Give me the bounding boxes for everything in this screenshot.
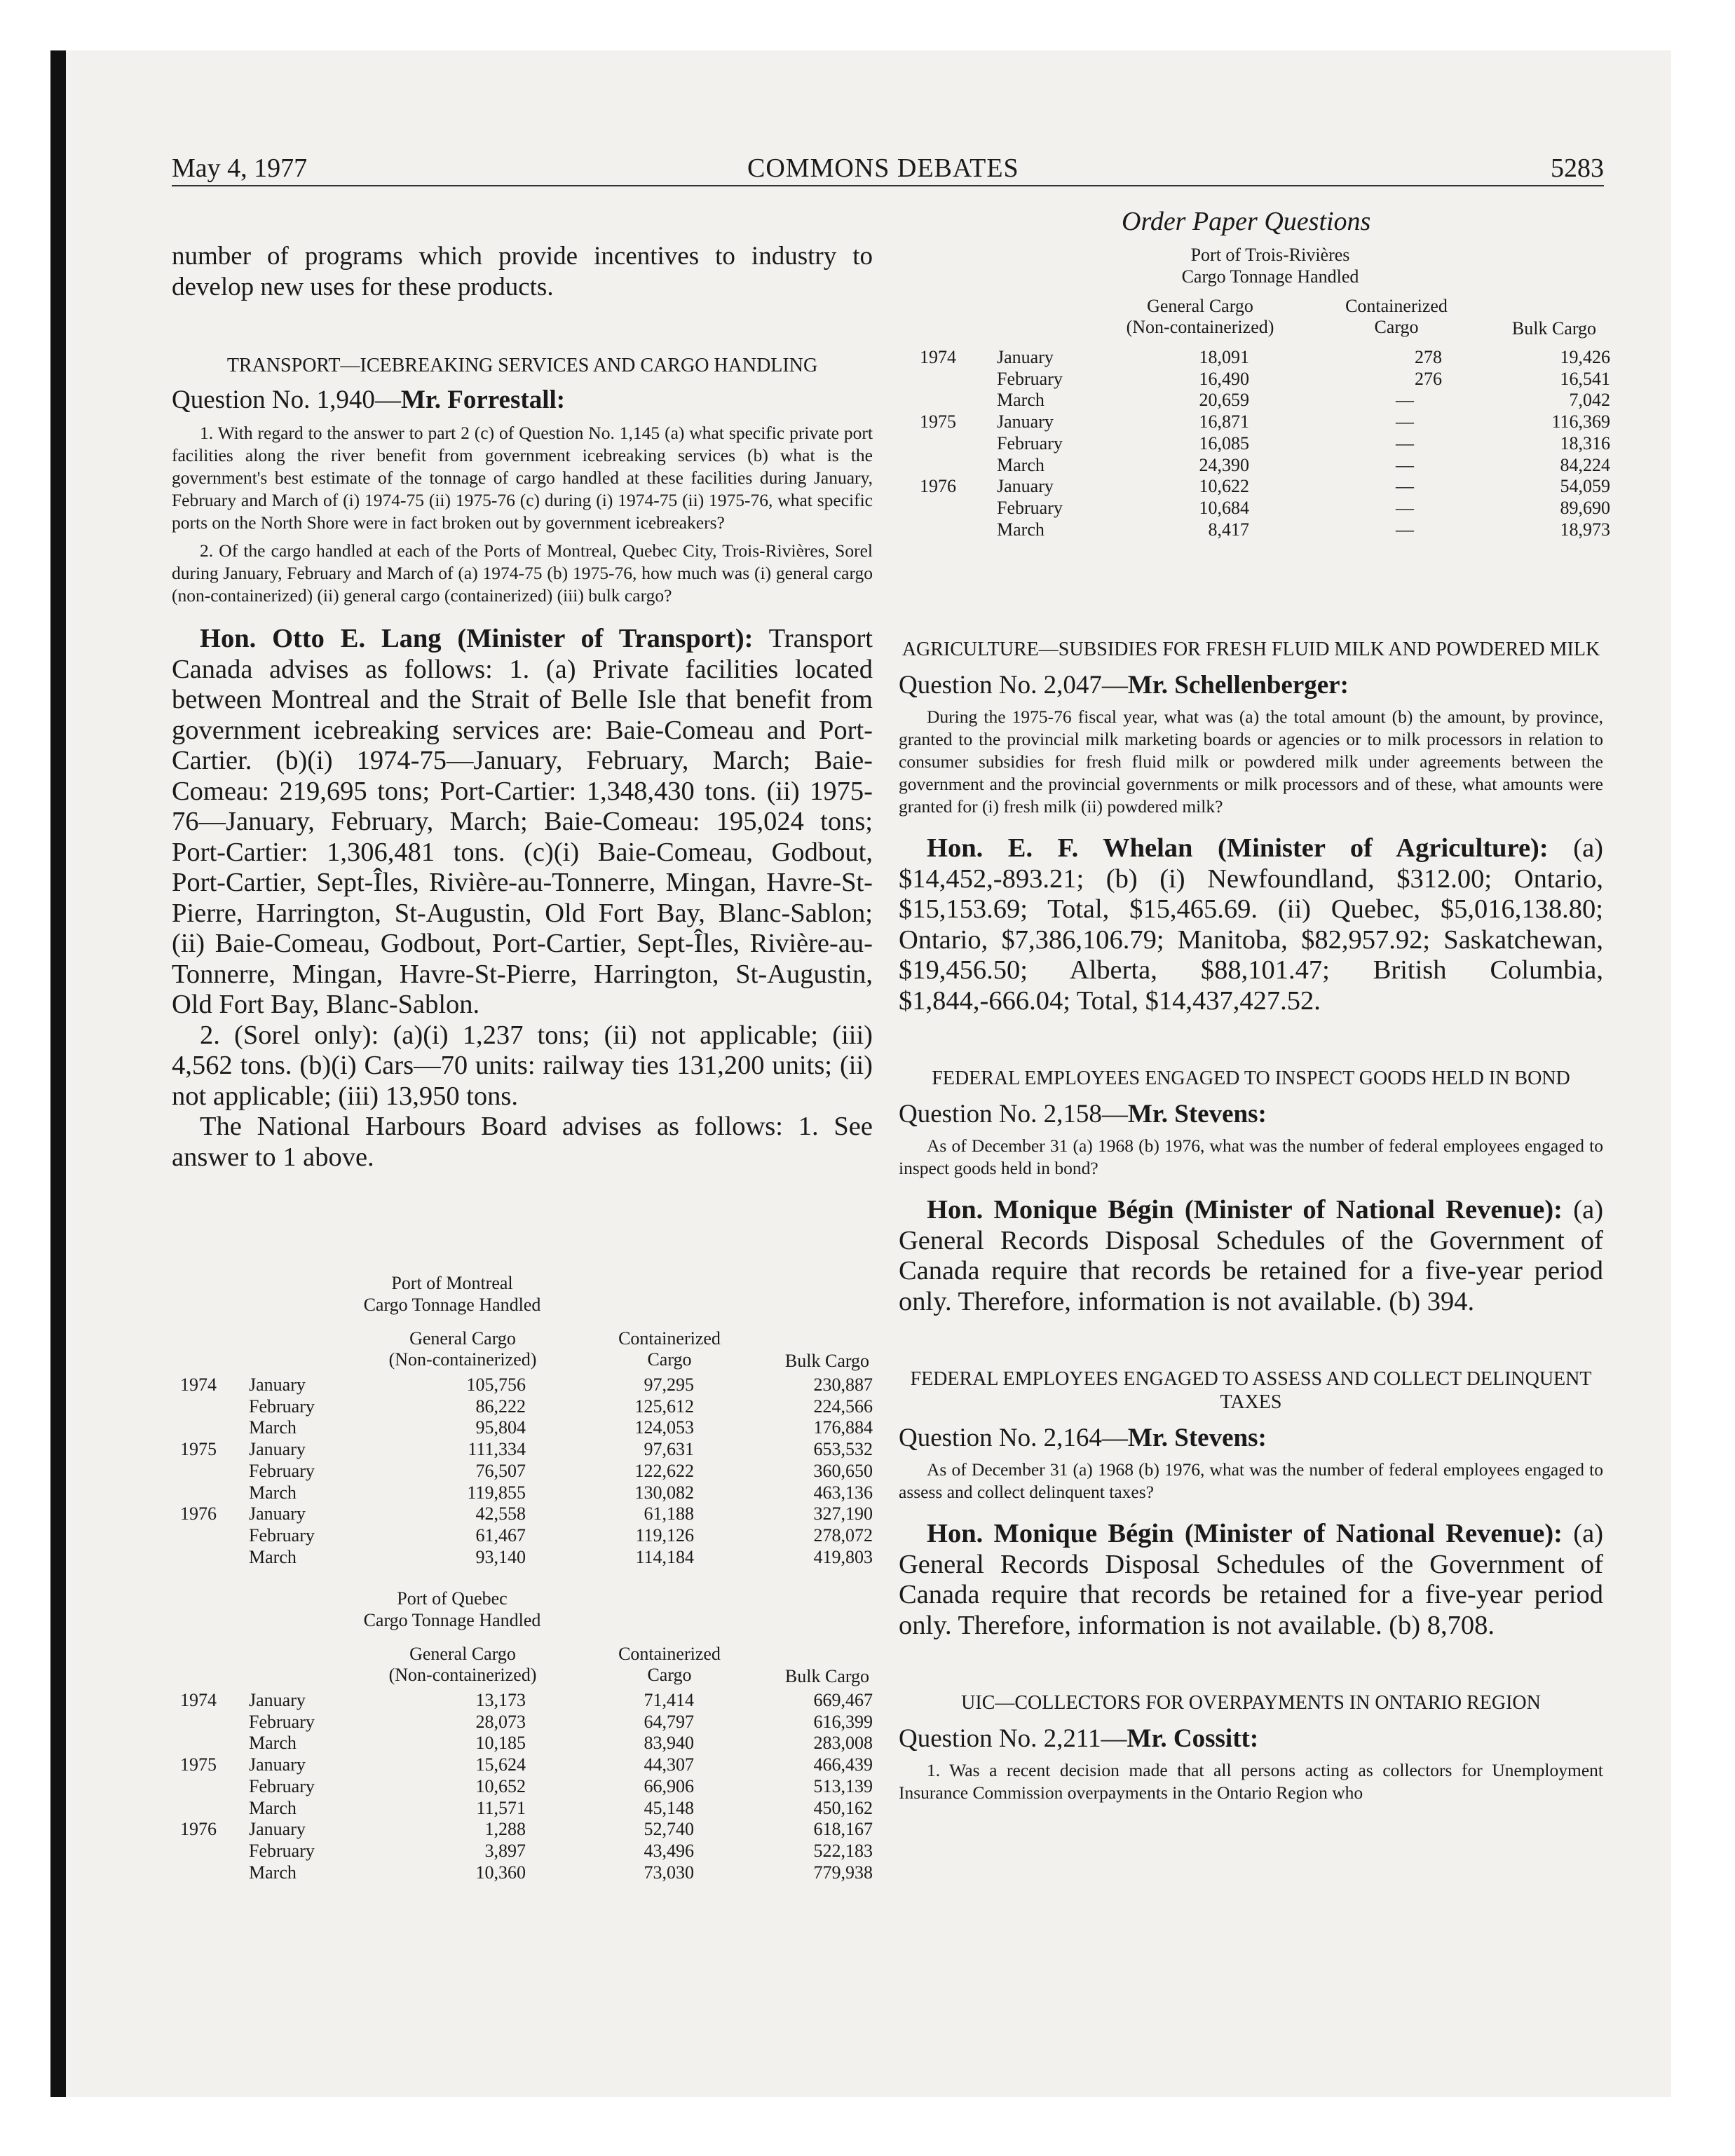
- table-cell-containerized: 44,307: [644, 1754, 694, 1775]
- table-cell-general: 8,417: [1208, 519, 1249, 540]
- col-head-containerized: Containerized: [618, 1328, 721, 1349]
- table-cell-containerized: —: [1396, 432, 1414, 453]
- table-cell-bulk: 618,167: [813, 1819, 873, 1840]
- col-head-general-sub: (Non-containerized): [388, 1665, 537, 1685]
- member-name: Mr. Cossitt:: [1127, 1724, 1259, 1753]
- col-head-general: General Cargo: [1147, 296, 1253, 316]
- member-name: Mr. Schellenberger:: [1127, 671, 1349, 700]
- question-1940-part2: 2. Of the cargo handled at each of the Ports of Montreal, Quebec City, Trois-Rivières, Sorel during January, February and March of (a) 1974-75 (b) 1975-76, how much was (i) general cargo (non-containerized) (ii) general cargo (containerized) (iii) bulk cargo?: [172, 540, 873, 606]
- table-cell-bulk: 360,650: [813, 1460, 873, 1481]
- table-cell-general: 10,360: [475, 1862, 526, 1883]
- table-cell-bulk: 513,139: [813, 1775, 873, 1796]
- question-2164-heading: [899, 1424, 1603, 1453]
- section-heading-inspect-goods: FEDERAL EMPLOYEES ENGAGED TO INSPECT GOODS HELD IN BOND: [932, 1067, 1570, 1089]
- table-cell-month: March: [249, 1546, 297, 1567]
- table-cell-bulk: 18,316: [1560, 432, 1610, 453]
- table-cell-general: 61,467: [475, 1524, 526, 1546]
- table-cell-bulk: 230,887: [813, 1374, 873, 1395]
- table-cell-month: January: [249, 1690, 306, 1710]
- table-cell-month: January: [249, 1819, 306, 1840]
- section-heading-transport: TRANSPORT—ICEBREAKING SERVICES AND CARGO HANDLING: [226, 355, 818, 376]
- question-number: Question No. 1,940—: [172, 386, 401, 414]
- answer-speaker: Hon. E. F. Whelan (Minister of Agriculture):: [927, 833, 1549, 863]
- table-cell-general: 10,652: [475, 1775, 526, 1796]
- question-2164-text: As of December 31 (a) 1968 (b) 1976, what was the number of federal employees engaged to assess and collect delinquent taxes?: [899, 1459, 1603, 1502]
- table-cell-containerized: 124,053: [634, 1417, 694, 1438]
- answer-2164: [899, 1519, 1603, 1641]
- table-cell-general: 10,185: [475, 1733, 526, 1754]
- table-cell-bulk: 616,399: [813, 1711, 873, 1732]
- section-heading-agriculture: AGRICULTURE—SUBSIDIES FOR FRESH FLUID MILK AND POWDERED MILK: [901, 639, 1600, 660]
- table-cell-month: March: [249, 1733, 297, 1754]
- scan-left-edge: [50, 50, 66, 2097]
- table-cell-year: 1975: [180, 1439, 217, 1460]
- answer-text: (a) General Records Disposal Schedules of the Government of Canada require that records be retained for a five-year period only. Therefore, information is not available. (b) 394.: [899, 1195, 1604, 1316]
- table-cell-month: March: [249, 1797, 297, 1818]
- table-cell-containerized: —: [1396, 519, 1414, 540]
- table-cell-containerized: —: [1396, 454, 1414, 475]
- table-cell-general: 20,659: [1199, 390, 1249, 411]
- table-cell-bulk: 116,369: [1551, 411, 1610, 432]
- table-cell-year: 1975: [180, 1754, 217, 1775]
- table-cell-containerized: —: [1396, 411, 1414, 432]
- table-cell-year: 1974: [920, 347, 956, 367]
- table-port-of-montreal: [172, 1272, 873, 1567]
- table-cell-month: February: [249, 1460, 315, 1481]
- table-cell-general: 10,684: [1199, 497, 1249, 518]
- table-cell-bulk: 653,532: [813, 1439, 873, 1460]
- table-cell-year: 1974: [180, 1374, 217, 1395]
- table-cell-general: 95,804: [475, 1417, 526, 1438]
- table-caption: Port of Trois-Rivières: [1190, 245, 1350, 265]
- answer-text: (a) $14,452,-893.21; (b) (i) Newfoundland, $312.00; Ontario, $15,153.69; Total, $15,465.69. (ii) Quebec, $5,016,138.80; Ontario, $7,386,106.79; Manitoba, $82,957.92; Saskatchewan, $19,456.50; Alberta, $88,101.47; British Columbia, $1,844,-666.04; Total, $14,437,427.52.: [899, 833, 1603, 1016]
- table-cell-month: March: [997, 454, 1045, 475]
- question-2211-text: 1. Was a recent decision made that all persons acting as collectors for Unemployment Insurance Commission overpayments in the Ontario Region who: [899, 1760, 1603, 1803]
- answer-text: Transport Canada advises as follows: 1. (a) Private facilities located between Montreal and the Strait of Belle Isle that benefit from government icebreaking services are: Baie-Comeau and Port-Cartier. (b)(i) 1974-75—January, February, March; Baie-Comeau: 219,695 tons; Port-Cartier: 1,348,430 tons. (ii) 1975-76—January, February, March; Baie-Comeau: 195,024 tons; Port-Cartier: 1,306,481 tons. (c)(i) Baie-Comeau, Godbout, Port-Cartier, Sept-Îles, Rivière-au-Tonnerre, Mingan, Havre-St-Pierre, Harrington, St-Augustin, Old Fort Bay, Blanc-Sablon; (ii) Baie-Comeau, Godbout, Port-Cartier, Sept-Îles, Rivière-au-Tonnerre, Mingan, Havre-St-Pierre, Harrington, St-Augustin, Old Fort Bay, Blanc-Sablon.: [172, 624, 873, 1019]
- table-caption: Port of Quebec: [397, 1588, 508, 1609]
- table-cell-containerized: 83,940: [644, 1733, 694, 1754]
- answer-1940-part1: [172, 624, 873, 1021]
- question-1940-part1: 1. With regard to the answer to part 2 (c) of Question No. 1,145 (a) what specific private port facilities along the river benefit from government icebreaking services (b) what is the government's best estimate of the tonnage of cargo handled at these facilities during January, February and March of (i) 1974-75 (ii) 1975-76 (c) during (i) 1974-75 (ii) 1975-76, what specific ports on the North Shore were in fact broken out by government icebreakers?: [172, 423, 873, 533]
- answer-2158: [899, 1195, 1603, 1317]
- answer-1940-part3: The National Harbours Board advises as follows: 1. See answer to 1 above.: [172, 1112, 873, 1172]
- answer-speaker: Hon. Monique Bégin (Minister of National Revenue):: [927, 1519, 1563, 1548]
- question-2158-text: As of December 31 (a) 1968 (b) 1976, what was the number of federal employees engaged to inspect goods held in bond?: [899, 1135, 1603, 1178]
- col-head-containerized: Containerized: [618, 1644, 721, 1664]
- table-cell-general: 10,622: [1199, 476, 1249, 497]
- table-cell-containerized: —: [1396, 390, 1414, 411]
- table-cell-general: 24,390: [1199, 454, 1249, 475]
- col-head-general: General Cargo: [409, 1644, 516, 1664]
- table-cell-containerized: 73,030: [644, 1862, 694, 1883]
- col-head-bulk: Bulk Cargo: [784, 1351, 870, 1371]
- col-head-bulk: Bulk Cargo: [1511, 318, 1597, 339]
- table-cell-month: March: [997, 519, 1045, 540]
- table-cell-general: 16,490: [1199, 368, 1249, 389]
- table-cell-year: 1974: [180, 1690, 217, 1710]
- table-cell-bulk: 283,008: [813, 1733, 873, 1754]
- member-name: Mr. Forrestall:: [400, 386, 566, 414]
- table-cell-bulk: 89,690: [1560, 497, 1610, 518]
- table-cell-year: 1976: [180, 1503, 217, 1524]
- table-cell-general: 42,558: [475, 1503, 526, 1524]
- question-number: Question No. 2,164—: [899, 1424, 1128, 1452]
- table-cell-bulk: 466,439: [813, 1754, 873, 1775]
- question-number: Question No. 2,158—: [899, 1100, 1128, 1128]
- table-cell-general: 119,855: [467, 1482, 526, 1503]
- answer-speaker: Hon. Monique Bégin (Minister of National Revenue):: [927, 1195, 1563, 1224]
- section-heading-uic-collectors: UIC—COLLECTORS FOR OVERPAYMENTS IN ONTARIO REGION: [961, 1692, 1541, 1714]
- table-cell-general: 28,073: [475, 1711, 526, 1732]
- table-cell-containerized: 276: [1415, 368, 1442, 389]
- table-cell-general: 11,571: [476, 1797, 526, 1818]
- table-cell-bulk: 224,566: [813, 1396, 873, 1417]
- table-cell-bulk: 54,059: [1560, 476, 1610, 497]
- table-cell-general: 13,173: [475, 1690, 526, 1710]
- table-subcaption: Cargo Tonnage Handled: [1181, 266, 1359, 287]
- col-head-bulk: Bulk Cargo: [784, 1666, 870, 1686]
- col-head-general-sub: (Non-containerized): [388, 1349, 537, 1370]
- section-heading-delinquent-taxes: FEDERAL EMPLOYEES ENGAGED TO ASSESS AND COLLECT DELINQUENT TAXES: [910, 1368, 1592, 1413]
- table-cell-month: January: [249, 1503, 306, 1524]
- question-2158-heading: [899, 1100, 1603, 1129]
- right-column: [899, 638, 1603, 1804]
- table-cell-month: March: [249, 1862, 297, 1883]
- table-cell-containerized: 45,148: [644, 1797, 694, 1818]
- table-cell-containerized: 71,414: [644, 1690, 694, 1710]
- col-head-containerized: Containerized: [1345, 296, 1448, 316]
- intro-text: number of programs which provide incentives to industry to develop new uses for these products.: [172, 242, 873, 301]
- table-cell-general: 105,756: [466, 1374, 526, 1395]
- table-cell-general: 16,085: [1199, 432, 1249, 453]
- table-cell-containerized: 64,797: [644, 1711, 694, 1732]
- table-cell-general: 93,140: [475, 1546, 526, 1567]
- table-cell-month: January: [997, 411, 1054, 432]
- table-cell-bulk: 327,190: [813, 1503, 873, 1524]
- table-cell-bulk: 463,136: [813, 1482, 873, 1503]
- table-cell-containerized: 97,295: [644, 1374, 694, 1395]
- col-head-containerized-sub: Cargo: [1374, 317, 1419, 337]
- table-cell-containerized: —: [1396, 497, 1414, 518]
- table-cell-bulk: 7,042: [1569, 390, 1610, 411]
- table-cell-containerized: 61,188: [644, 1503, 694, 1524]
- table-cell-month: February: [997, 368, 1063, 389]
- table-cell-general: 76,507: [475, 1460, 526, 1481]
- table-cell-month: February: [249, 1524, 315, 1546]
- table-cell-general: 3,897: [484, 1840, 526, 1861]
- table-cell-month: January: [249, 1374, 306, 1395]
- table-cell-containerized: 278: [1415, 347, 1442, 367]
- table-cell-containerized: 66,906: [644, 1775, 694, 1796]
- col-head-general: General Cargo: [409, 1328, 516, 1349]
- question-2047-heading: [899, 671, 1603, 700]
- table-cell-general: 1,288: [484, 1819, 526, 1840]
- table-cell-bulk: 84,224: [1560, 454, 1610, 475]
- table-cell-containerized: 122,622: [634, 1460, 694, 1481]
- table-cell-general: 86,222: [475, 1396, 526, 1417]
- table-cell-general: 18,091: [1199, 347, 1249, 367]
- answer-2047: [899, 833, 1603, 1016]
- table-cell-containerized: 130,082: [634, 1482, 694, 1503]
- table-cell-general: 15,624: [475, 1754, 526, 1775]
- table-cell-month: January: [997, 347, 1054, 367]
- table-subcaption: Cargo Tonnage Handled: [363, 1610, 541, 1630]
- table-subcaption: Cargo Tonnage Handled: [363, 1295, 541, 1315]
- table-cell-bulk: 779,938: [813, 1862, 873, 1883]
- table-cell-month: January: [997, 476, 1054, 497]
- question-2211-heading: [899, 1724, 1603, 1754]
- header-rule: [172, 185, 1604, 186]
- question-1940-heading: [172, 386, 873, 415]
- table-port-of-trois-rivieres: [920, 244, 1614, 545]
- header-page-number: 5283: [1551, 153, 1604, 183]
- answer-1940-part2: 2. (Sorel only): (a)(i) 1,237 tons; (ii) not applicable; (iii) 4,562 tons. (b)(i) Cars—70 units: railway ties 131,200 units; (ii) not applicable; (iii) 13,950 tons.: [172, 1020, 873, 1111]
- table-cell-bulk: 669,467: [813, 1690, 873, 1710]
- col-head-containerized-sub: Cargo: [647, 1349, 692, 1370]
- table-cell-general: 111,334: [468, 1439, 526, 1460]
- table-cell-bulk: 278,072: [813, 1524, 873, 1546]
- table-cell-month: March: [249, 1417, 297, 1438]
- question-number: Question No. 2,047—: [899, 671, 1128, 700]
- table-cell-month: March: [249, 1482, 297, 1503]
- table-cell-month: February: [249, 1711, 315, 1732]
- table-cell-containerized: 52,740: [644, 1819, 694, 1840]
- table-cell-bulk: 176,884: [813, 1417, 873, 1438]
- table-cell-containerized: 97,631: [644, 1439, 694, 1460]
- table-cell-containerized: 125,612: [634, 1396, 694, 1417]
- table-port-of-quebec: [172, 1588, 873, 1882]
- table-cell-month: January: [249, 1439, 306, 1460]
- table-cell-general: 16,871: [1199, 411, 1249, 432]
- table-cell-year: 1975: [920, 411, 956, 432]
- left-column: [172, 241, 873, 1173]
- table-cell-bulk: 522,183: [813, 1840, 873, 1861]
- table-cell-containerized: —: [1396, 476, 1414, 497]
- col-head-general-sub: (Non-containerized): [1126, 317, 1274, 337]
- question-number: Question No. 2,211—: [899, 1724, 1127, 1753]
- header-title: COMMONS DEBATES: [747, 153, 1019, 183]
- table-cell-containerized: 119,126: [635, 1524, 694, 1546]
- table-cell-month: February: [997, 432, 1063, 453]
- table-cell-month: February: [249, 1840, 315, 1861]
- member-name: Mr. Stevens:: [1127, 1424, 1267, 1452]
- header-date: May 4, 1977: [172, 153, 308, 183]
- answer-speaker: Hon. Otto E. Lang (Minister of Transport):: [200, 624, 754, 653]
- table-cell-bulk: 450,162: [813, 1797, 873, 1818]
- table-cell-containerized: 114,184: [635, 1546, 694, 1567]
- table-cell-bulk: 18,973: [1560, 519, 1610, 540]
- table-cell-year: 1976: [920, 476, 956, 497]
- col-head-containerized-sub: Cargo: [647, 1665, 692, 1685]
- table-cell-month: March: [997, 390, 1045, 411]
- table-caption: Port of Montreal: [391, 1273, 513, 1293]
- table-cell-bulk: 16,541: [1560, 368, 1610, 389]
- right-subtitle: Order Paper Questions: [1122, 207, 1371, 236]
- table-cell-month: January: [249, 1754, 306, 1775]
- table-cell-containerized: 43,496: [644, 1840, 694, 1861]
- table-cell-bulk: 419,803: [813, 1546, 873, 1567]
- question-2047-text: During the 1975-76 fiscal year, what was (a) the total amount (b) the amount, by province, granted to the provincial milk marketing boards or agencies or to milk processors in relation to consumer subsidies for fresh fluid milk or powdered milk under agreements between the government and the provincial governments or milk processors and of these, what amounts were granted for (i) fresh milk (ii) powdered milk?: [899, 707, 1603, 817]
- table-cell-year: 1976: [180, 1819, 217, 1840]
- table-cell-bulk: 19,426: [1560, 347, 1610, 367]
- member-name: Mr. Stevens:: [1127, 1100, 1267, 1128]
- answer-text: (a) General Records Disposal Schedules of the Government of Canada require that records be retained for a five-year period only. Therefore, information is not available. (b) 8,708.: [899, 1519, 1604, 1640]
- table-cell-month: February: [997, 497, 1063, 518]
- table-cell-month: February: [249, 1775, 315, 1796]
- table-cell-month: February: [249, 1396, 315, 1417]
